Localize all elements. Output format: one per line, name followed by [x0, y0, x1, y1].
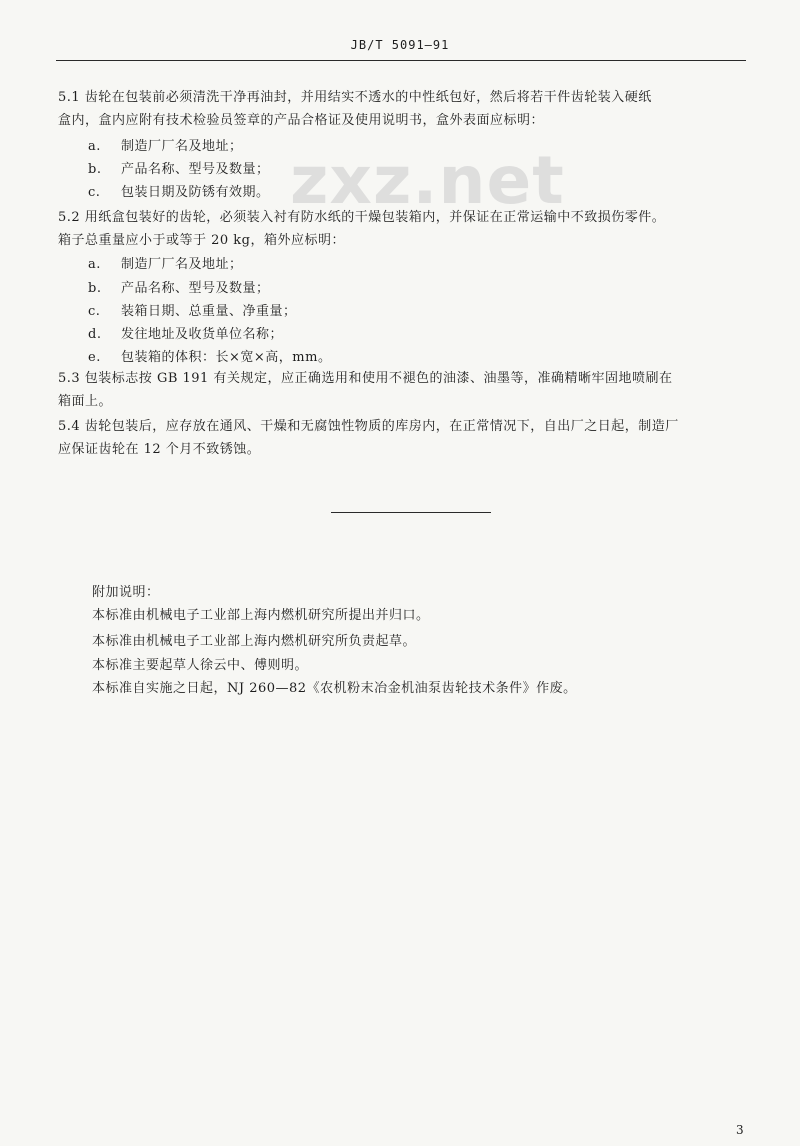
list-item: [88, 300, 297, 319]
item-text: 包装日期及防锈有效期。: [121, 185, 270, 200]
section-5-2-line-1: 5.2 用纸盒包装好的齿轮，必须装入衬有防水纸的干燥包装箱内，并保证在正常运输中不致损伤零件。: [58, 210, 666, 225]
list-item: [88, 158, 270, 177]
item-letter: d.: [88, 327, 102, 342]
item-letter: b.: [88, 281, 102, 296]
section-5-1-line-2: 盒内，盒内应附有技术检验员签章的产品合格证及使用说明书，盒外表面应标明：: [58, 113, 545, 128]
section-5-4-line-1: 5.4 齿轮包装后，应存放在通风、干燥和无腐蚀性物质的库房内，在正常情况下，自出厂之日起，制造厂: [58, 419, 679, 434]
item-letter: e.: [88, 350, 101, 365]
section-5-1-line-1: 5.1 齿轮在包装前必须清洗干净再油封，并用结实不透水的中性纸包好，然后将若干件齿轮装入硬纸: [58, 90, 652, 105]
list-item: [88, 181, 270, 200]
item-text: 制造厂厂名及地址；: [121, 257, 243, 272]
section-divider: [331, 512, 491, 513]
list-item: [88, 346, 331, 365]
item-letter: c.: [88, 185, 101, 200]
section-5-3-line-2: 箱面上。: [58, 394, 113, 409]
watermark: zxz.net: [290, 142, 565, 219]
notes-line: 本标准由机械电子工业部上海内燃机研究所负责起草。: [92, 634, 417, 649]
item-text: 制造厂厂名及地址；: [121, 139, 243, 154]
list-item: [88, 277, 270, 296]
section-5-4-line-2: 应保证齿轮在 12 个月不致锈蚀。: [58, 442, 261, 457]
item-letter: c.: [88, 304, 101, 319]
notes-line: 本标准主要起草人徐云中、傅则明。: [92, 658, 309, 673]
section-5-3-line-1: 5.3 包装标志按 GB 191 有关规定，应正确选用和使用不褪色的油漆、油墨等，准确精晰牢固地喷刷在: [58, 371, 673, 386]
header-rule: [56, 60, 746, 61]
notes-title: 附加说明：: [92, 585, 160, 600]
item-text: 发往地址及收货单位名称；: [121, 327, 284, 342]
item-text: 装箱日期、总重量、净重量；: [121, 304, 297, 319]
item-letter: b.: [88, 162, 102, 177]
list-item: [88, 253, 243, 272]
standard-number-header: JB/T 5091—91: [350, 38, 450, 52]
page-number: 3: [736, 1123, 744, 1137]
notes-line: 本标准自实施之日起，NJ 260—82《农机粉末冶金机油泵齿轮技术条件》作废。: [92, 681, 577, 696]
list-item: [88, 135, 243, 154]
notes-line: 本标准由机械电子工业部上海内燃机研究所提出并归口。: [92, 608, 430, 623]
item-letter: a.: [88, 257, 101, 272]
item-text: 包装箱的体积：长×宽×高，mm。: [121, 350, 332, 365]
item-letter: a.: [88, 139, 101, 154]
item-text: 产品名称、型号及数量；: [121, 281, 270, 296]
item-text: 产品名称、型号及数量；: [121, 162, 270, 177]
list-item: [88, 323, 283, 342]
section-5-2-line-2: 箱子总重量应小于或等于 20 kg，箱外应标明：: [58, 233, 346, 248]
